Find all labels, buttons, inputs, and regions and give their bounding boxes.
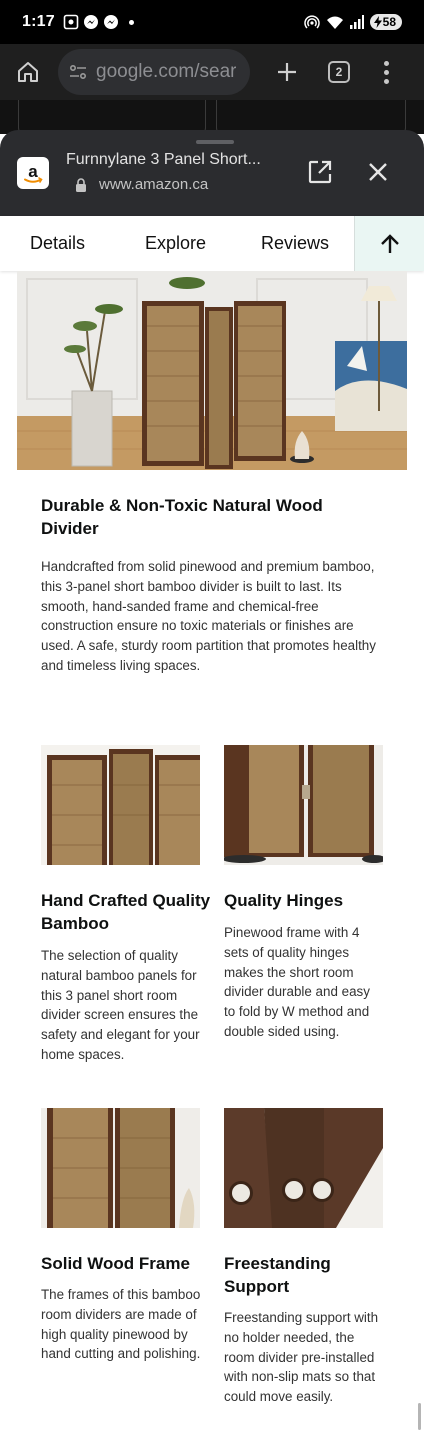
- close-sheet-button[interactable]: [364, 158, 392, 186]
- messenger-icon-2: [103, 14, 119, 30]
- feature-title: Quality Hinges: [224, 891, 344, 910]
- scrollbar-thumb[interactable]: [418, 1403, 421, 1430]
- plus-icon: [276, 61, 298, 83]
- non-slip-mats-image: [224, 1108, 383, 1228]
- signal-icon: [350, 15, 364, 29]
- amazon-logo-mark: [20, 160, 46, 186]
- feature-title: Freestanding Support: [224, 1254, 331, 1296]
- feature-description: The selection of quality natural bamboo panels for this 3 panel short room divider screen ensures the safety and elegant for your home spaces.: [41, 948, 200, 1062]
- browser-toolbar: [0, 44, 424, 100]
- preview-page-title: Furnnylane 3 Panel Short...: [66, 151, 261, 168]
- section-description: Handcrafted from solid pinewood and premium bamboo, this 3-panel short bamboo divider is built to last. Its smooth, hand-sanded frame and chemical-free construction ensure no toxic materials or finishes are used. A safe, sturdy room partition that promotes healthy and timeless living spaces.: [41, 559, 376, 673]
- product-hero-image: [17, 271, 407, 470]
- drag-handle[interactable]: [196, 140, 234, 144]
- preview-url: www.amazon.ca: [99, 176, 209, 193]
- open-in-new-tab-button[interactable]: [306, 158, 334, 186]
- browser-menu-button[interactable]: [384, 61, 389, 84]
- tab-details[interactable]: Details: [30, 233, 86, 253]
- system-icons: [304, 14, 402, 30]
- tab-switcher-button[interactable]: [328, 61, 350, 83]
- status-time: 1:17: [22, 13, 55, 30]
- arrow-up-icon: [379, 233, 401, 255]
- feature-title: Hand Crafted Quality Bamboo: [41, 891, 211, 933]
- home-icon: [16, 60, 40, 84]
- wood-frame-image: [41, 1108, 200, 1228]
- background-card: [18, 100, 206, 134]
- menu-dot: [384, 79, 389, 84]
- background-page: [0, 100, 424, 134]
- screenshot-icon: [63, 14, 79, 30]
- open-in-new-icon: [306, 158, 334, 186]
- address-bar-url: google.com/sear: [96, 61, 237, 82]
- menu-dot: [384, 70, 389, 75]
- wifi-icon: [326, 14, 344, 30]
- hotspot-icon: [304, 14, 320, 30]
- messenger-icon: [83, 14, 99, 30]
- background-card: [216, 100, 406, 134]
- hinges-image: [224, 745, 383, 865]
- site-settings-icon[interactable]: [68, 62, 88, 82]
- bamboo-panels-image: [41, 745, 200, 865]
- status-bar: [0, 0, 424, 44]
- feature-image-bamboo: [41, 745, 200, 865]
- feature-title: Solid Wood Frame: [41, 1254, 190, 1273]
- section-heading: Durable & Non-Toxic Natural Wood Divider: [41, 496, 323, 538]
- feature-description: Pinewood frame with 4 sets of quality hinges makes the short room divider durable and easy to fold by W method and double sided using.: [224, 925, 370, 1039]
- tab-explore[interactable]: Explore: [145, 233, 207, 253]
- feature-description: The frames of this bamboo room dividers are made of high quality pinewood by hand cutting and polishing.: [41, 1287, 201, 1362]
- notification-icons: [63, 14, 134, 30]
- feature-image-support: [224, 1108, 383, 1228]
- lock-icon: [75, 178, 87, 192]
- close-icon: [364, 158, 392, 186]
- preview-sheet-header: [0, 130, 424, 216]
- feature-description: Freestanding support with no holder needed, the room divider pre-installed with non-slip mats so that could move easily.: [224, 1310, 379, 1405]
- feature-image-frame: [41, 1108, 200, 1228]
- address-bar[interactable]: [58, 49, 250, 95]
- battery-level: 58: [382, 15, 396, 29]
- tab-reviews[interactable]: Reviews: [261, 233, 330, 253]
- preview-url-row: [75, 176, 208, 193]
- feature-image-hinges: [224, 745, 383, 865]
- more-notifications-dot: [129, 20, 134, 25]
- tab-count: 2: [335, 65, 343, 79]
- back-to-top-button[interactable]: [354, 216, 424, 271]
- new-tab-button[interactable]: [272, 57, 302, 87]
- charging-bolt-icon: [374, 16, 382, 28]
- amazon-logo-icon: [17, 157, 49, 189]
- battery-indicator: [370, 14, 402, 30]
- svg-text:a: a: [28, 162, 38, 181]
- menu-dot: [384, 61, 389, 66]
- home-button[interactable]: [12, 56, 44, 88]
- room-divider-scene: [17, 271, 407, 470]
